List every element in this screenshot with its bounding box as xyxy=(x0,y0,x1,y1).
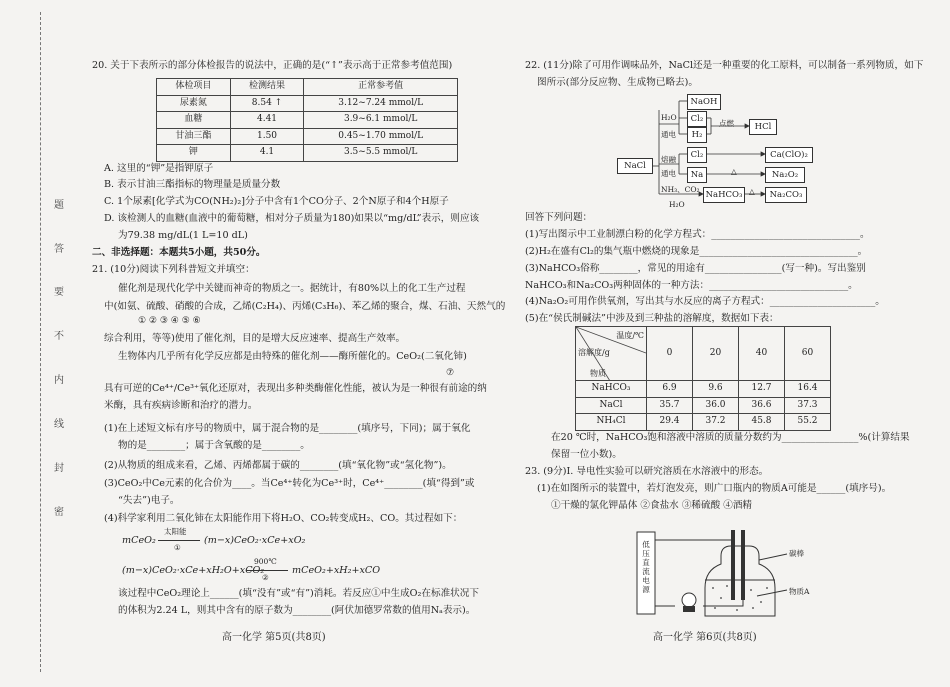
eq1-condition: 太阳能 xyxy=(164,527,187,536)
table-cell: 尿素氮 xyxy=(157,95,231,112)
temp-header: 60 xyxy=(785,327,831,381)
table-cell: 钾 xyxy=(157,145,231,162)
table-row xyxy=(157,128,458,145)
q21-paragraph: 米酶，具有疾病诊断和治疗的潜力。 xyxy=(104,400,258,411)
label-heat: △ xyxy=(731,167,737,176)
label-nh3-co2: NH₃、CO₂ xyxy=(661,185,700,194)
conductivity-apparatus xyxy=(635,510,835,622)
q21-paragraph: 催化剂是现代化学中关键而神奇的物质之一。据统计，有80%以上的化工生产过程 xyxy=(118,283,466,294)
table-cell: 12.7 xyxy=(739,381,785,398)
q21-sub4-a: 该过程中CeO₂理论上______(填“没有”或“有”)消耗。若反应①中生成O₂在标准状况下 xyxy=(118,588,479,599)
q22-sub1: (1)写出图示中工业制漂白粉的化学方程式：_______________________________。 xyxy=(525,229,870,240)
table-row xyxy=(157,112,458,129)
q20-option-a: A. 这里的“钾”是指钾原子 xyxy=(104,163,214,174)
q21-markers: ① ② ③ ④ ⑤ ⑥ xyxy=(138,316,201,326)
box-hcl: HCl xyxy=(749,119,777,135)
q23-stem: 23. (9分)I. 导电性实验可以研究溶质在水溶液中的形态。 xyxy=(525,466,769,477)
q21-sub3-cont: “失去”)电子。 xyxy=(118,495,180,506)
margin-char: 封 xyxy=(54,463,64,474)
temp-header: 40 xyxy=(739,327,785,381)
margin-char: 要 xyxy=(54,287,64,298)
q21-paragraph: 中(如氨、硫酸、硝酸的合成，乙烯(C₂H₄)、丙烯(C₃H₆)、苯乙烯的聚合，煤、石油、天然气的 xyxy=(104,301,506,312)
table-cell: 血糖 xyxy=(157,112,231,129)
q21-paragraph: 生物体内几乎所有化学反应都是由特殊的催化剂——酶所催化的。CeO₂(二氧化铈) xyxy=(118,351,467,362)
q21-paragraph: 具有可逆的Ce⁴⁺/Ce³⁺氧化还原对，表现出多种类酶催化性能，被认为是一种很有前途的纳 xyxy=(104,383,487,394)
q21-sub2: (2)从物质的组成来看，乙烯、丙烯都属于碳的________(填“氧化物”或“氢化物”)。 xyxy=(104,460,452,471)
q20-option-c: C. 1个尿素[化学式为CO(NH₂)₂]分子中含有1个CO分子、2个N原子和4个H原子 xyxy=(104,196,449,207)
box-nacl: NaCl xyxy=(617,158,653,174)
eq1-left: mCeO₂ xyxy=(122,535,156,546)
table-cell: 36.6 xyxy=(739,397,785,414)
table-cell: 35.7 xyxy=(647,397,693,414)
q21-sub4: (4)科学家利用二氧化铈在太阳能作用下将H₂O、CO₂转变成H₂、CO。其过程如下： xyxy=(104,513,463,524)
binding-margin xyxy=(0,0,68,687)
box-cl2: Cl₂ xyxy=(687,111,707,127)
table-header: 体检项目 xyxy=(157,79,231,96)
table-cell: 9.6 xyxy=(693,381,739,398)
table-cell: NaHCO₃ xyxy=(576,381,647,398)
q21-marker-7: ⑦ xyxy=(446,368,455,378)
q21-stem: 21. (10分)阅读下列科普短文并填空： xyxy=(92,264,255,275)
header-temp: 温度/℃ xyxy=(616,331,644,340)
q22-sub3-cont: NaHCO₃和Na₂CO₃两种固体的一种方法：_____________________________。 xyxy=(525,280,858,291)
table-cell: 4.1 xyxy=(230,145,304,162)
eq1-right: (m−x)CeO₂·xCe+xO₂ xyxy=(204,535,306,546)
margin-char: 题 xyxy=(54,200,64,211)
power-supply-label: 低压直流电源 xyxy=(642,540,650,594)
q21-sub1-cont: 物的是________；属于含氧酸的是________。 xyxy=(118,440,310,451)
table-cell: 3.12~7.24 mmol/L xyxy=(304,95,458,112)
eq2-left: (m−x)CeO₂·xCe+xH₂O+xCO₂ xyxy=(122,565,265,576)
q23-options: ①干燥的氯化钾晶体 ②食盐水 ③稀硫酸 ④酒精 xyxy=(551,500,753,511)
q22-sub5-b: 保留一位小数)。 xyxy=(551,449,622,460)
q22-ask: 回答下列问题： xyxy=(525,212,593,223)
page-footer: 高一化学 第5页(共8页) xyxy=(222,632,326,643)
nacl-flow-diagram xyxy=(615,92,855,210)
margin-char: 内 xyxy=(54,375,64,386)
table-cell: 37.3 xyxy=(785,397,831,414)
q21-paragraph: 综合利用，等等)使用了催化剂，目的是增大反应速率、提高生产效率。 xyxy=(104,333,406,344)
q22-sub5: (5)在“侯氏制碱法”中涉及到三种盐的溶解度，数据如下表： xyxy=(525,313,779,324)
label-electrolysis: 通电 xyxy=(661,130,676,139)
table-cell: 甘油三酯 xyxy=(157,128,231,145)
table-cell: 1.50 xyxy=(230,128,304,145)
table-cell: 3.5~5.5 mmol/L xyxy=(304,145,458,162)
box-na2co3: Na₂CO₃ xyxy=(765,187,807,203)
eq2-right: mCeO₂+xH₂+xCO xyxy=(292,565,381,576)
q20-option-d: D. 该检测人的血糖(血液中的葡萄糖，相对分子质量为180)如果以“mg/dL”表示，则应该 xyxy=(104,213,480,224)
label-ignite: 点燃 xyxy=(719,119,734,128)
label-heat-2: △ xyxy=(749,187,755,196)
table-row xyxy=(576,414,831,431)
box-cl2-b: Cl₂ xyxy=(687,147,707,163)
box-na2o2: Na₂O₂ xyxy=(765,167,805,183)
table-cell: 6.9 xyxy=(647,381,693,398)
q22-stem: 22. (11分)除了可用作调味品外，NaCl还是一种重要的化工原料，可以制备一系列物质，如下 xyxy=(525,60,924,71)
table-row xyxy=(157,95,458,112)
box-na: Na xyxy=(687,167,707,183)
cut-line xyxy=(40,12,41,672)
q22-sub5-a: 在20 ℃时，NaHCO₃饱和溶液中溶质的质量分数约为________________%(计算结果 xyxy=(551,432,910,443)
box-naoh: NaOH xyxy=(687,94,721,110)
q20-table xyxy=(156,78,458,162)
table-header: 正常参考值 xyxy=(304,79,458,96)
margin-char: 不 xyxy=(54,331,64,342)
table-cell: 55.2 xyxy=(785,414,831,431)
table-cell: 37.2 xyxy=(693,414,739,431)
table-cell: NH₄Cl xyxy=(576,414,647,431)
q20-option-d-cont: 为79.38 mg/dL(1 L=10 dL) xyxy=(118,230,248,241)
table-cell: 29.4 xyxy=(647,414,693,431)
margin-char: 线 xyxy=(54,419,64,430)
table-cell: 4.41 xyxy=(230,112,304,129)
label-molten: 熔融 xyxy=(661,155,676,164)
header-solubility: 溶解度/g xyxy=(578,348,610,357)
table-cell: 0.45~1.70 mmol/L xyxy=(304,128,458,145)
solubility-table xyxy=(575,326,831,431)
table-row xyxy=(157,145,458,162)
table-cell: 16.4 xyxy=(785,381,831,398)
q22-sub4: (4)Na₂O₂可用作供氧剂，写出其与水反应的离子方程式：______________________。 xyxy=(525,296,885,307)
header-substance: 物质 xyxy=(590,369,606,378)
q23-sub1: (1)在如图所示的装置中，若灯泡发亮，则广口瓶内的物质A可能是______(填序号)。 xyxy=(537,483,892,494)
table-cell: 8.54 ↑ xyxy=(230,95,304,112)
q21-sub1: (1)在上述短文标有序号的物质中，属于混合物的是________(填序号，下同)；属于氧化 xyxy=(104,423,471,434)
q21-sub3: (3)CeO₂中Ce元素的化合价为____。当Ce⁴⁺转化为Ce³⁺时，Ce⁴⁺________(填“得到”或 xyxy=(104,478,475,489)
q22-stem-cont: 图所示(部分反应物、生成物已略去)。 xyxy=(537,77,698,88)
q20-option-b: B. 表示甘油三酯指标的物理量是质量分数 xyxy=(104,179,281,190)
table-diagonal-header xyxy=(576,327,647,381)
box-cacl: Ca(ClO)₂ xyxy=(765,147,813,163)
margin-char: 密 xyxy=(54,507,64,518)
table-row xyxy=(576,381,831,398)
label-h2o: H₂O xyxy=(661,113,677,122)
table-row xyxy=(576,397,831,414)
table-cell: 3.9~6.1 mmol/L xyxy=(304,112,458,129)
apparatus-drawing xyxy=(635,510,835,622)
eq1-number: ① xyxy=(174,543,181,552)
temp-header: 0 xyxy=(647,327,693,381)
q22-sub3: (3)NaHCO₃俗称________，常见的用途有________________(写一种)。写出鉴别 xyxy=(525,263,866,274)
q22-sub2: (2)H₂在盛有Cl₂的集气瓶中燃烧的现象是_________________________________。 xyxy=(525,246,868,257)
eq2-condition: 900℃ xyxy=(254,557,277,566)
label-h2o-2: H₂O xyxy=(669,200,685,209)
label-electrolysis-2: 通电 xyxy=(661,169,676,178)
eq2-number: ② xyxy=(262,573,269,582)
table-cell: 36.0 xyxy=(693,397,739,414)
q21-sub4-b: 的体积为2.24 L，则其中含有的原子数为________(阿伏加德罗常数的值用Nₐ表示)。 xyxy=(118,605,476,616)
margin-char: 答 xyxy=(54,244,64,255)
table-cell: 45.8 xyxy=(739,414,785,431)
box-h2: H₂ xyxy=(687,127,707,143)
page-footer: 高一化学 第6页(共8页) xyxy=(653,632,757,643)
temp-header: 20 xyxy=(693,327,739,381)
table-cell: NaCl xyxy=(576,397,647,414)
section-title: 二、非选择题：本题共5小题，共50分。 xyxy=(92,247,266,258)
substance-a-label: 物质A xyxy=(789,587,810,596)
q20-stem: 20. 关于下表所示的部分体检报告的说法中，正确的是(“↑”表示高于正常参考值范围) xyxy=(92,60,453,71)
carbon-rod-label: 碳棒 xyxy=(789,549,804,558)
table-header: 检测结果 xyxy=(230,79,304,96)
box-nahco3: NaHCO₃ xyxy=(703,187,745,203)
